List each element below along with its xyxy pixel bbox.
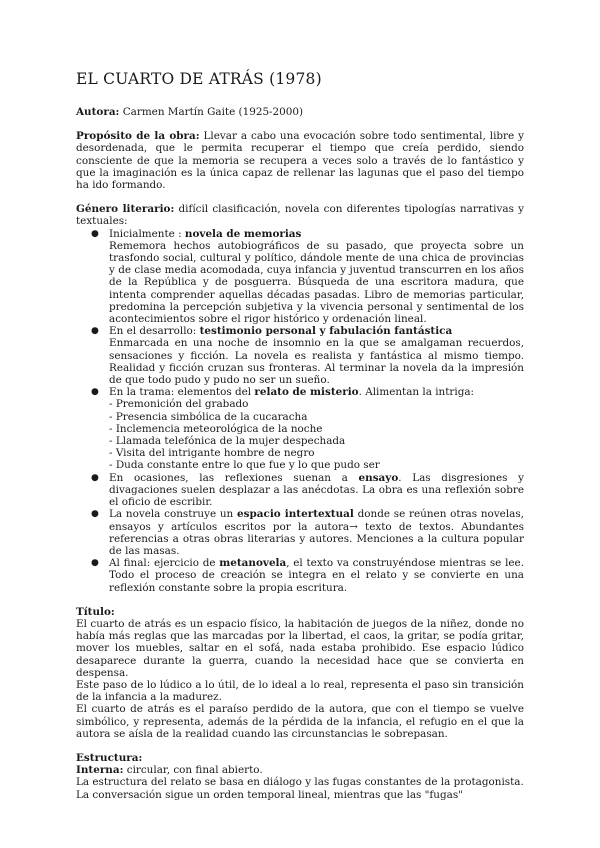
structure-internal <box>76 764 524 776</box>
item-intro: En ocasiones, las reflexiones suenan a <box>109 471 348 484</box>
bullet-icon: ● <box>91 558 99 569</box>
dash-item: - Llamada telefónica de la mujer despechada <box>109 435 346 448</box>
genre-text: difícil clasificación, novela con diferentes tipologías narrativas y textuales: <box>76 203 524 228</box>
author-value: Carmen Martín Gaite (1925-2000) <box>122 106 304 118</box>
structure-section <box>76 752 524 801</box>
dash-item: - Inclemencia meteorológica de la noche <box>109 422 323 435</box>
title-section <box>76 606 524 740</box>
item-strong: espacio intertextual <box>237 508 354 521</box>
title-section-heading: Título: <box>76 605 115 618</box>
structure-heading: Estructura: <box>76 751 143 764</box>
item-strong: novela de memorias <box>184 227 302 240</box>
item-tail: donde se reúnen otras novelas, ensayos y artículos escritos por la autora→ texto de textos. Abundantes referencias a otras obras literarias y autores. Menciones a la cultura popular de las masas. <box>109 508 524 557</box>
item-tail: . Las disgresiones y divagaciones suelen desplazar a las anécdotas. La obra es una reflexión sobre el oficio de escribir. <box>109 471 524 509</box>
item-tail: , el texto va construyéndose mientras se lee. Todo el proceso de creación se integra en el relato y se convierte en una reflexión constante sobre la propia escritura. <box>109 557 524 594</box>
dash-item: - Presencia simbólica de la cucaracha <box>109 410 308 423</box>
list-item <box>91 227 524 326</box>
item-intro: Inicialmente : <box>109 227 182 240</box>
list-item <box>91 508 524 557</box>
item-intro: Al final: ejercicio de <box>109 557 216 570</box>
list-item <box>91 471 524 509</box>
genre-label: Género literario: <box>76 203 175 216</box>
item-intro: La novela construye un <box>109 508 234 521</box>
bullet-icon: ● <box>91 509 99 520</box>
author-line <box>76 106 524 118</box>
title-paragraph: El cuarto de atrás es un espacio físico, la habitación de juegos de la niñez, donde no había más reglas que las marcadas por la libertad, el caos, la gritar, se podía gritar, mover los muebles, saltar en el sofá, nada estaba prohibido. Ese espacio lúdico desaparece durante la guerra, cuando la necesidad hace que se convierta en despensa. <box>76 617 524 679</box>
list-item <box>91 557 524 594</box>
dash-item: - Visita del intrigante hombre de negro <box>109 447 315 460</box>
bullet-icon: ● <box>91 472 99 483</box>
internal-value: circular, con final abierto. <box>126 764 263 777</box>
page-title: EL CUARTO DE ATRÁS (1978) <box>76 70 322 88</box>
purpose-text: Llevar a cabo una evocación sobre todo sentimental, libre y desordenada, que le permita recuperar el tiempo que creía perdido, siendo consciente de que la memoria se recupera a veces solo a través de lo fantástico y que la imaginación es la única capaz de rellenar las lagunas que el paso del tiempo ha ido formando. <box>76 130 524 192</box>
title-paragraph: El cuarto de atrás es el paraíso perdido de la autora, que con el tiempo se vuelve simbólico, y representa, además de la pérdida de la infancia, el refugio en el que la autora se aísla de la realidad cuando las circunstancias le sobrepasan. <box>76 703 524 740</box>
mystery-elements-list <box>109 398 524 471</box>
item-description: Rememora hechos autobiográficos de su pasado, que proyecta sobre un trasfondo social, cultural y político, dándole mente de una chica de provincias y de clase media acomodada, cuya infancia y juventud transcurren en los años de la República y de posguerra. Búsqueda de una escritora madura, que intenta comprender aquellas décadas pasadas. Libro de memorias particular, predomina la percepción subjetiva y la vivencia personal y sentimental de los acontecimientos sobre el rigor histórico y ordenación lineal. <box>109 239 524 326</box>
bullet-icon: ● <box>91 228 99 239</box>
dash-item: - Duda constante entre lo que fue y lo que pudo ser <box>109 459 380 472</box>
list-item <box>91 386 524 472</box>
dash-item: - Premonición del grabado <box>109 398 249 411</box>
title-paragraph: Este paso de lo lúdico a lo útil, de lo ideal a lo real, representa el paso sin transición de la infancia a la madurez. <box>76 678 524 704</box>
item-strong: testimonio personal y fabulación fantástica <box>199 325 453 338</box>
item-tail: . Alimentan la intriga: <box>358 386 475 399</box>
item-intro: En el desarrollo: <box>109 325 197 338</box>
list-item <box>91 325 524 387</box>
item-intro: En la trama: elementos del <box>109 386 252 399</box>
item-strong: metanovela <box>219 557 287 570</box>
item-strong: relato de misterio <box>254 386 359 399</box>
author-label: Autora: <box>76 106 120 118</box>
genre-section <box>76 203 524 594</box>
structure-line: La estructura del relato se basa en diálogo y las fugas constantes de la protagonista. <box>76 776 524 789</box>
genre-list <box>76 228 524 594</box>
structure-line: La conversación sigue un orden temporal lineal, mientras que las "fugas" <box>76 788 463 801</box>
purpose-label: Propósito de la obra: <box>76 130 200 143</box>
internal-label: Interna: <box>76 764 124 777</box>
item-description: Enmarcada en una noche de insomnio en la que se amalgaman recuerdos, sensaciones y ficción. La novela es realista y fantástica al mismo tiempo. Realidad y ficción cruzan sus fronteras. Al terminar la novela da la impresión de que todo pudo y pudo no ser un sueño. <box>109 337 524 387</box>
purpose-paragraph <box>76 130 524 191</box>
bullet-icon: ● <box>91 387 99 398</box>
item-strong: ensayo <box>358 471 399 484</box>
bullet-icon: ● <box>91 326 99 337</box>
genre-intro <box>76 203 524 227</box>
